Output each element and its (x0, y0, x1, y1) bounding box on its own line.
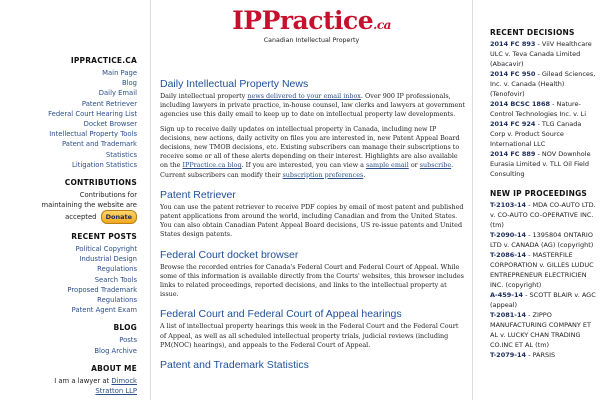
nav-link-ip-tools[interactable]: Intellectual Property Tools (49, 130, 137, 139)
text: . (363, 170, 366, 179)
ippractice-nav (0, 56, 137, 170)
daily-news-paragraph-1 (160, 92, 466, 120)
sample-email-link[interactable]: sample email (365, 161, 409, 170)
contributions-heading: CONTRIBUTIONS (64, 178, 137, 188)
decision-item[interactable] (490, 39, 598, 69)
decision-citation: 2014 FC 924 (490, 120, 536, 128)
proceeding-text: - PARSIS (526, 351, 556, 359)
decision-citation: 2014 BCSC 1868 (490, 100, 551, 108)
contributions-block (0, 178, 137, 224)
proceeding-item[interactable] (490, 350, 598, 360)
section-title-daily-news[interactable]: Daily Intellectual Property News (160, 78, 309, 90)
text: . Current subscribers can modify their (160, 161, 454, 179)
nav-link-patent-retriever[interactable]: Patent Retriever (81, 99, 137, 108)
blog-archive-link[interactable]: Blog Archive (94, 346, 137, 355)
proceeding-item[interactable] (490, 230, 598, 250)
news-email-link[interactable]: news delivered to your email inbox (247, 92, 361, 100)
recent-post-link[interactable]: Regulations (97, 265, 137, 274)
contributions-line2: maintaining the website are (41, 201, 137, 210)
decision-text: - ViiV Healthcare ULC v. Teva Canada Limited (Abacavir) (490, 40, 592, 68)
new-proceedings-block (490, 189, 598, 360)
proceeding-text: - SCOTT BLAIR v. AGC (appeal) (490, 291, 596, 309)
blog-heading: BLOG (113, 323, 137, 333)
proceeding-number: T-2079-14 (490, 351, 527, 359)
recent-post-link[interactable]: Proposed Trademark (67, 285, 137, 294)
about-line1 (0, 376, 137, 386)
site-logo[interactable] (151, 6, 472, 35)
recent-decisions-block (490, 28, 598, 179)
blog-posts-link[interactable]: Posts (119, 336, 137, 345)
about-firm-link[interactable]: Dimock (111, 376, 137, 385)
main-column (150, 0, 473, 400)
left-sidebar (0, 0, 143, 400)
recent-post-link[interactable]: Patent Agent Exam (71, 306, 137, 315)
section-title-statistics[interactable]: Patent and Trademark Statistics (160, 359, 309, 372)
about-text: I am a lawyer at (54, 376, 110, 385)
section-title-patent-retriever[interactable]: Patent Retriever (160, 188, 236, 201)
proceeding-text: - ZIPPO MANUFACTURING COMPANY ET AL v. LUCKY CHAN TRADING CO.INC ET AL (tm) (490, 311, 592, 349)
recent-post-link[interactable]: Political Copyright (75, 245, 137, 254)
about-firm-link-cont[interactable]: Stratton LLP (95, 386, 137, 395)
blog-block (0, 323, 137, 355)
proceeding-item[interactable] (490, 310, 598, 350)
right-sidebar (490, 0, 600, 400)
proceeding-number: T-2081-14 (490, 311, 527, 319)
decision-text: - NOV Downhole Eurasia Limited v. TLL Oil Field Consulting (490, 150, 591, 178)
about-block (0, 364, 137, 396)
donate-button[interactable]: Donate (101, 210, 137, 224)
contributions-line1: Contributions for (79, 191, 137, 200)
contributions-line3: accepted (65, 213, 97, 222)
decision-text: - Gilead Sciences, Inc. v. Canada (Health) (Tenofovir) (490, 70, 596, 98)
new-proceedings-heading: NEW IP PROCEEDINGS (490, 189, 588, 198)
decision-citation: 2014 FC 893 (490, 40, 536, 48)
nav-link-fc-hearing-list[interactable]: Federal Court Hearing List (48, 109, 137, 118)
proceeding-text: - MASTERFILE CORPORATION v. GILLES LUDUC ENTREPRENEUR ELECTRICIEN INC. (copyright) (490, 251, 594, 289)
logo-main-text: IPPractice (232, 6, 374, 35)
nav-links (0, 68, 137, 170)
nav-heading: IPPRACTICE.CA (70, 56, 137, 65)
nav-link-main-page[interactable]: Main Page (102, 69, 137, 77)
blog-link[interactable]: IPPractice.ca blog (182, 161, 242, 170)
site-tagline: Canadian Intellectual Property (263, 37, 360, 44)
decision-text: - TLG Canada Corp v. Product Source International LLC (490, 120, 582, 148)
proceeding-item[interactable] (490, 290, 598, 310)
subscribe-link[interactable]: subscribe (419, 161, 452, 170)
patent-retriever-paragraph: You can use the patent retriever to receive PDF copies by email of most patent and published patent applications from around the world, including Canadian and from the United States. You can also obtain Canadian Patent Appeal Board decisions, US re-issue patents and United States design patents. (160, 202, 464, 239)
text: Daily intellectual property (160, 92, 246, 100)
recent-post-link[interactable]: Search Tools (94, 275, 137, 284)
recent-posts-block (0, 232, 137, 315)
decision-item[interactable] (490, 149, 598, 179)
text: Sign up to receive daily updates on intellectual property in Canada, including new IP decisions, new actions, daily activity on files you are interested in, new Patent Appeal Board decisions, new TMOB decisions, etc. Existing subscribers can manage their subscriptions to receive some or all of these alerts depending on their interest. Highlights are also available on the (160, 124, 460, 170)
proceeding-item[interactable] (490, 250, 598, 290)
proceeding-number: A-459-14 (490, 291, 524, 299)
text: . If you are interested, you can view a (241, 161, 364, 170)
decision-citation: 2014 FC 950 (490, 70, 536, 78)
decision-text: - Nature-Control Technologies Inc. v. Li (490, 100, 587, 118)
site-header (151, 0, 472, 44)
nav-link-daily-email[interactable]: Daily Email (98, 89, 137, 98)
decision-item[interactable] (490, 69, 598, 99)
decision-citation: 2014 FC 889 (490, 150, 536, 158)
recent-posts-heading: RECENT POSTS (71, 232, 137, 242)
proceeding-item[interactable] (490, 200, 598, 230)
nav-link-docket-browser[interactable]: Docket Browser (83, 120, 137, 129)
proceeding-number: T-2090-14 (490, 231, 527, 239)
recent-post-link[interactable]: Regulations (97, 296, 137, 305)
decision-item[interactable] (490, 99, 598, 119)
hearings-paragraph: A list of intellectual property hearings this week in the Federal Court and the Federal Court of Appeal, as well as all scheduled intellectual property trials, judicial reviews (including PM(NOC) hearings), and appeals to the Federal Court of Appeal. (160, 322, 459, 349)
logo-tld-text: .ca (373, 18, 391, 32)
about-line2 (0, 386, 137, 396)
docket-browser-paragraph: Browse the recorded entries for Canada's Federal Court and Federal Court of Appeal. While some of this information is available directly from the Courts' websites, this browser includes links to related proceedings, reported decisions, and links to the intellectual property at issue. (160, 262, 464, 299)
proceeding-text: - MDA CO-AUTO LTD. v. CO-AUTO CO-OPERATIVE INC. (tm) (490, 201, 596, 229)
blog-links (0, 335, 137, 355)
proceeding-text: - 1395804 ONTARIO LTD v. CANADA (AG) (copyright) (490, 231, 594, 249)
nav-link-blog[interactable]: Blog (121, 79, 137, 88)
text: . Over 900 IP professionals, including lawyers in private practice, in-house counsel, law clerks and lawyers at government agencies use this daily email to keep up to date on intellectual property law developments. (160, 92, 465, 119)
nav-link-litigation-statistics[interactable]: Litigation Statistics (72, 160, 137, 169)
proceeding-number: T-2086-14 (490, 251, 527, 259)
main-content (151, 78, 472, 371)
decision-item[interactable] (490, 119, 598, 149)
subscription-preferences-link[interactable]: subscription preferences (282, 170, 364, 179)
nav-link-statistics[interactable]: Statistics (105, 150, 137, 159)
recent-decisions-heading: RECENT DECISIONS (490, 28, 575, 37)
section-title-hearings[interactable]: Federal Court and Federal Court of Appeal hearings (160, 308, 402, 321)
daily-news-paragraph-2 (160, 125, 466, 180)
proceeding-number: T-2103-14 (490, 201, 527, 209)
recent-posts-links (0, 244, 137, 315)
section-title-docket-browser[interactable]: Federal Court docket browser (160, 248, 299, 261)
nav-link-patent-trademark[interactable]: Patent and Trademark (61, 140, 137, 149)
contributions-line3-row (0, 210, 137, 224)
recent-post-link[interactable]: Industrial Design (79, 255, 137, 264)
text: or (410, 161, 418, 170)
about-heading: ABOUT ME (91, 363, 137, 373)
